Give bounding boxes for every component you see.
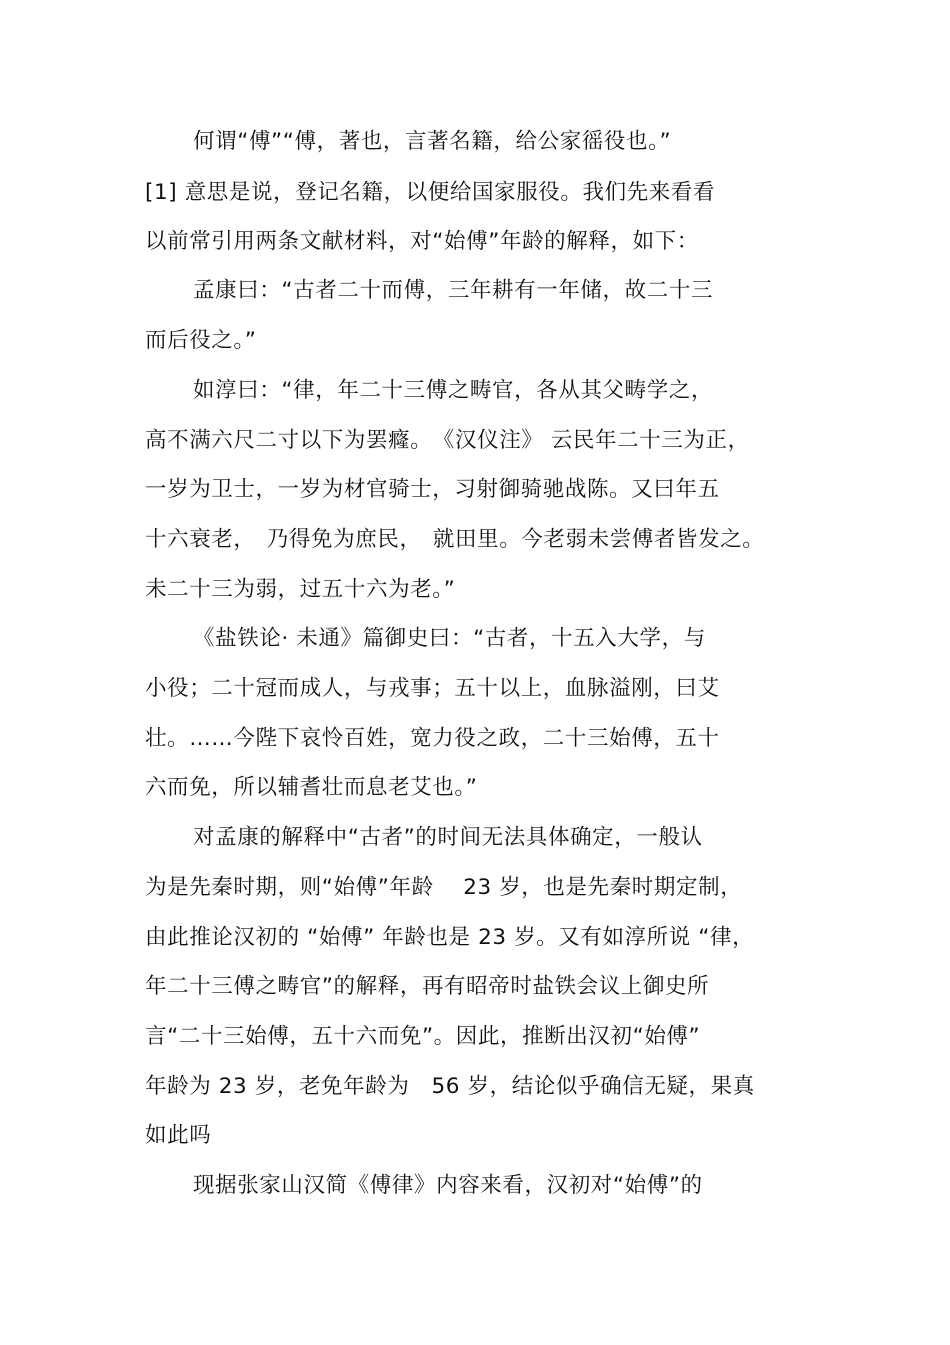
text-line: 而后役之。” [145,328,257,353]
text-line: 孟康曰：“古者二十而傅，三年耕有一年储，故二十三 [193,278,714,303]
text-line: 现据张家山汉简《傅律》内容来看，汉初对“始傅”的 [193,1173,703,1198]
text-line: 壮。……今陛下哀怜百姓，宽力役之政，二十三始傅，五十 [145,726,720,751]
text-line: [1] 意思是说，登记名籍，以便给国家服役。我们先来看看 [145,180,716,205]
text-line: 小役；二十冠而成人，与戎事；五十以上，血脉溢刚，曰艾 [145,676,720,701]
text-line: 为是先秦时期，则“始傅”年龄 23 岁，也是先秦时期定制， [145,875,743,900]
text-line: 言“二十三始傅，五十六而免”。因此，推断出汉初“始傅” [145,1024,701,1049]
text-line: 未二十三为弱，过五十六为老。” [145,577,456,602]
text-line: 如此吗 [145,1123,212,1148]
text-line: 高不满六尺二寸以下为罢癃。 《汉仪注》 云民年二十三为正， [145,428,750,453]
text-line: 年龄为 23 岁，老免年龄为 56 岁，结论似乎确信无疑，果真 [145,1074,755,1099]
text-line: 年二十三傅之畴官”的解释，再有昭帝时盐铁会议上御史所 [145,974,710,999]
text-line: 以前常引用两条文献材料，对“始傅”年龄的解释，如下： [145,229,699,254]
text-line: 十六衰老， 乃得免为庶民， 就田里。今老弱未尝傅者皆发之。 [145,527,765,552]
text-line: 六而免，所以辅耆壮而息老艾也。” [145,775,478,800]
text-line: 《盐铁论· 未通》篇御史曰：“古者，十五入大学，与 [193,626,706,651]
text-line: 何谓“傅”“傅，著也，言著名籍，给公家徭役也。” [193,129,672,154]
text-line: 如淳曰：“律，年二十三傅之畴官，各从其父畴学之， [193,378,714,403]
text-line: 一岁为卫士，一岁为材官骑士，习射御骑驰战陈。又曰年五 [145,477,720,502]
text-line: 对孟康的解释中“古者”的时间无法具体确定，一般认 [193,825,703,850]
text-line: 由此推论汉初的 “始傅” 年龄也是 23 岁。又有如淳所说 “律， [145,925,755,950]
